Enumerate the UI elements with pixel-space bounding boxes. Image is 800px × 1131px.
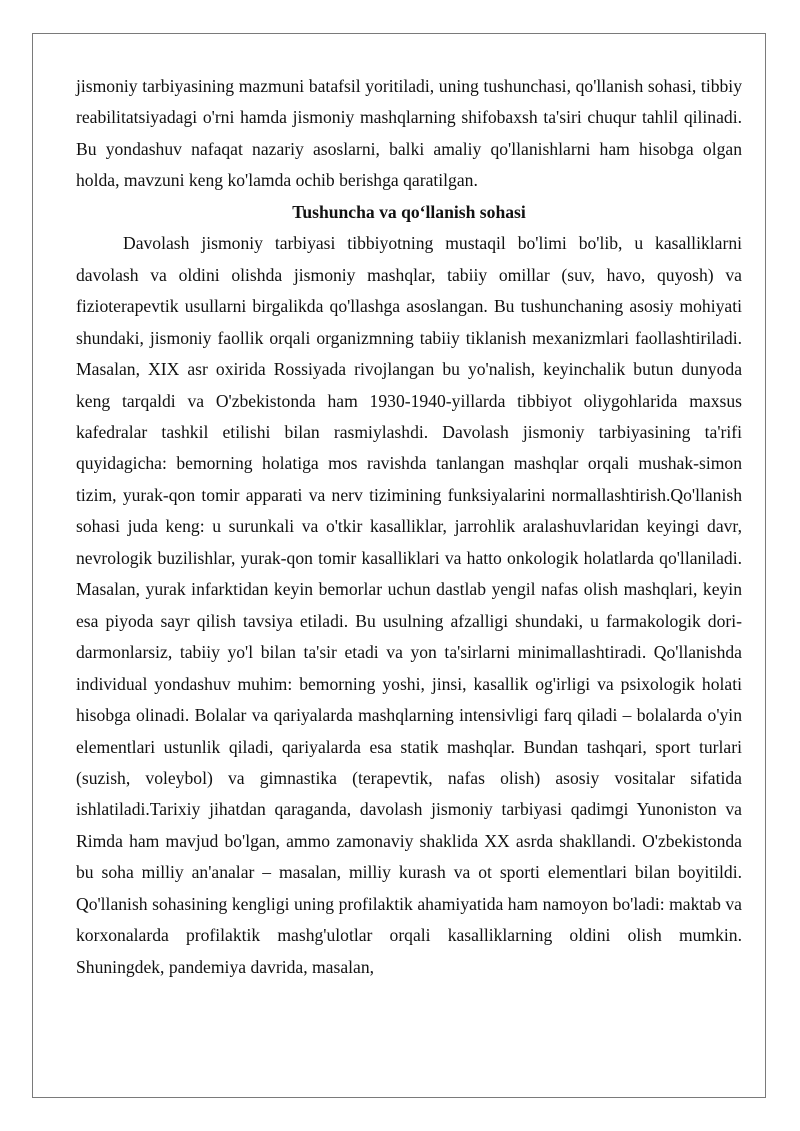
document-body bbox=[76, 71, 742, 983]
body-paragraph: Davolash jismoniy tarbiyasi tibbiyotning mustaqil bo'limi bo'lib, u kasalliklarni davolash va oldini olishda jismoniy mashqlar, tabiiy omillar (suv, havo, quyosh) va fizioterapevtik usullarni birgalikda qo'llashga asoslangan. Bu tushunchaning asosiy mohiyati shundaki, jismoniy faollik orqali organizmning tabiiy tiklanish mexanizmlari faollashtiriladi. Masalan, XIX asr oxirida Rossiyada rivojlangan bu yo'nalish, keyinchalik butun dunyoda keng tarqaldi va O'zbekistonda ham 1930-1940-yillarda tibbiyot oliygohlarida maxsus kafedralar tashkil etilishi bilan rasmiylashdi. Davolash jismoniy tarbiyasining ta'rifi quyidagicha: bemorning holatiga mos ravishda tanlangan mashqlar orqali mushak-simon tizim, yurak-qon tomir apparati va nerv tizimining funksiyalarini normallashtirish.Qo'llanish sohasi juda keng: u surunkali va o'tkir kasalliklar, jarrohlik aralashuvlaridan keyingi davr, nevrologik buzilishlar, yurak-qon tomir kasalliklari va hatto onkologik holatlarda qo'llaniladi. Masalan, yurak infarktidan keyin bemorlar uchun dastlab yengil nafas olish mashqlari, keyin esa piyoda sayr qilish tavsiya etiladi. Bu usulning afzalligi shundaki, u farmakologik dori-darmonlarsiz, tabiiy yo'l bilan ta'sir etadi va yon ta'sirlarni minimallashtiradi. Qo'llanishda individual yondashuv muhim: bemorning yoshi, jinsi, kasallik og'irligi va psixologik holati hisobga olinadi. Bolalar va qariyalarda mashqlarning intensivligi farq qiladi – bolalarda o'yin elementlari ustunlik qiladi, qariyalarda esa statik mashqlar. Bundan tashqari, sport turlari (suzish, voleybol) va gimnastika (terapevtik, nafas olish) asosiy vositalar sifatida ishlatiladi.Tarixiy jihatdan qaraganda, davolash jismoniy tarbiyasi qadimgi Yunoniston va Rimda ham mavjud bo'lgan, ammo zamonaviy shaklida XX asrda shakllandi. O'zbekistonda bu soha milliy an'analar – masalan, milliy kurash va ot sporti elementlari bilan boyitildi. Qo'llanish sohasining kengligi uning profilaktik ahamiyatida ham namoyon bo'ladi: maktab va korxonalarda profilaktik mashg'ulotlar orqali kasalliklarning oldini olish mumkin. Shuningdek, pandemiya davrida, masalan, bbox=[76, 233, 742, 977]
section-heading: Tushuncha va qo‘llanish sohasi bbox=[292, 201, 526, 222]
intro-paragraph: jismoniy tarbiyasining mazmuni batafsil yoritiladi, uning tushunchasi, qo'llanish sohasi, tibbiy reabilitatsiyadagi o'rni hamda jismoniy mashqlarning shifobaxsh ta'siri chuqur tahlil qilinadi. Bu yondashuv nafaqat nazariy asoslarni, balki amaliy qo'llanishlarni ham hisobga olgan holda, mavzuni keng ko'lamda ochib berishga qaratilgan. bbox=[76, 76, 742, 191]
